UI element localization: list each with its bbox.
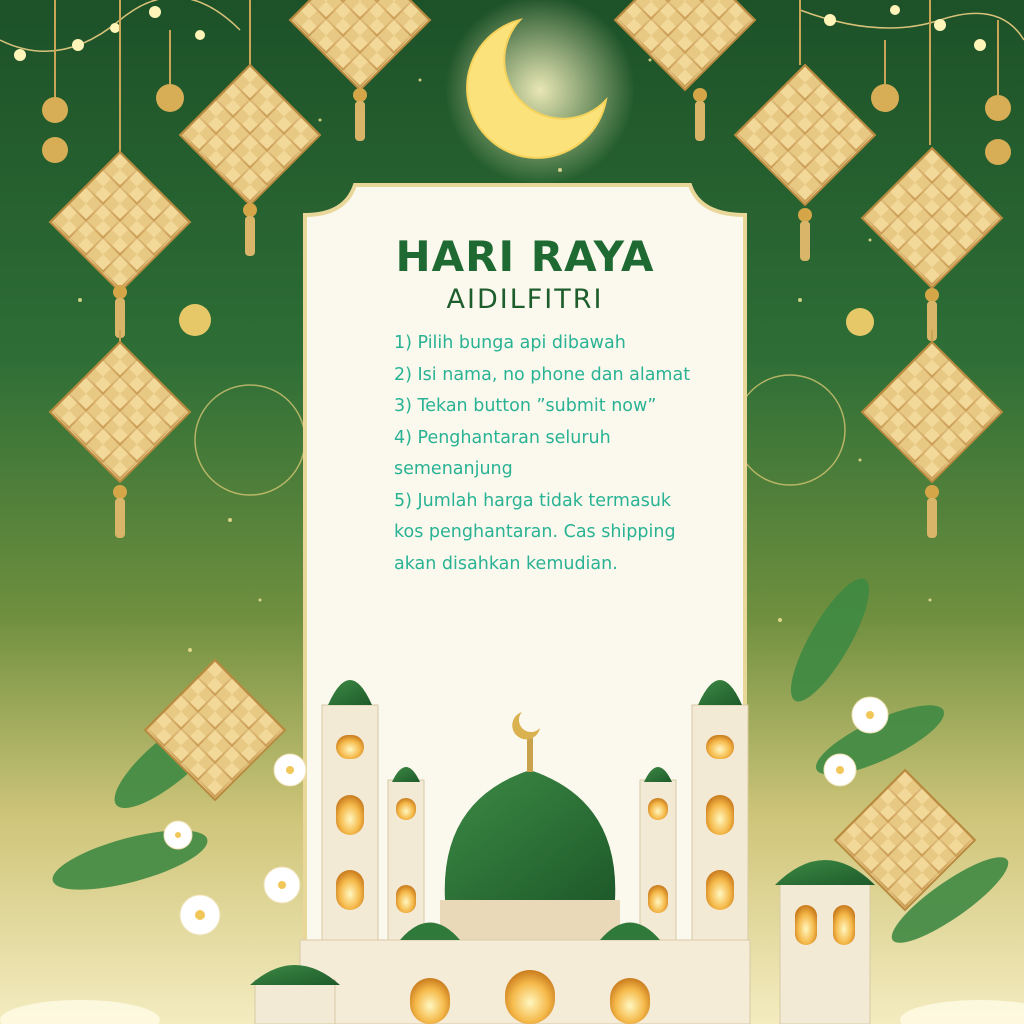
instruction-step: 5) Jumlah harga tidak termasuk kos penghantaran. Cas shipping akan disahkan kemudian. (394, 490, 676, 574)
instruction-step: 1) Pilih bunga api dibawah (394, 333, 626, 353)
page-title: HARI RAYA (395, 232, 655, 281)
instruction-step: 4) Penghantaran seluruh semenanjung (394, 427, 611, 479)
page-subtitle: AIDILFITRI (446, 284, 604, 315)
instruction-step: 2) Isi nama, no phone dan alamat (394, 364, 691, 385)
instruction-step: 3) Tekan button ”submit now” (394, 396, 657, 416)
instruction-list (394, 328, 694, 580)
